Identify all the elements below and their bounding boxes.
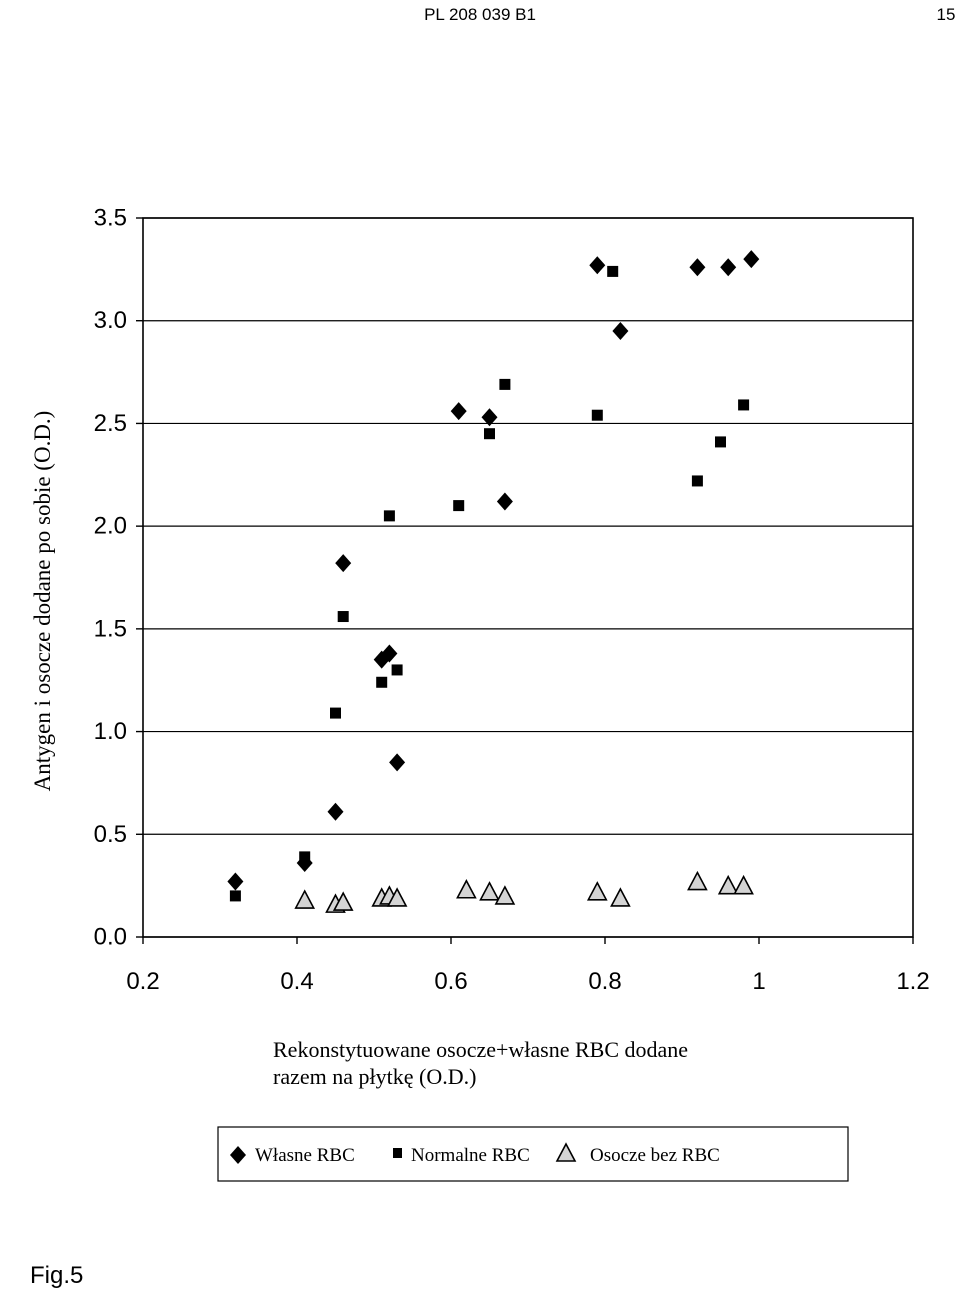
data-point-triangle <box>457 881 475 898</box>
y-tick-label: 0.5 <box>93 820 127 848</box>
legend-square-marker <box>393 1148 402 1158</box>
legend-triangle-marker <box>557 1144 575 1161</box>
data-point-square <box>230 890 241 901</box>
data-point-square <box>392 664 403 675</box>
document-header: PL 208 039 B1 <box>424 5 536 24</box>
data-points <box>227 250 759 912</box>
data-point-square <box>338 611 349 622</box>
data-point-diamond <box>612 322 628 340</box>
data-point-triangle <box>688 873 706 890</box>
x-axis-label-line-1: Rekonstytuowane osocze+własne RBC dodane <box>273 1037 689 1062</box>
series-2-square-points <box>230 266 749 902</box>
data-point-diamond <box>497 492 513 510</box>
data-point-triangle <box>588 883 606 900</box>
y-axis-label: Antygen i osocze dodane po sobie (O.D.) <box>30 410 55 792</box>
y-tick-label: 0.0 <box>93 923 127 951</box>
data-point-square <box>384 510 395 521</box>
x-tick-label: 0.4 <box>280 968 314 995</box>
data-point-diamond <box>389 753 405 771</box>
data-point-square <box>738 399 749 410</box>
y-tick-label: 2.0 <box>93 512 127 540</box>
legend-diamond-marker <box>230 1146 246 1164</box>
axis-ticks <box>94 205 930 996</box>
data-point-diamond <box>720 258 736 276</box>
x-tick-label: 0.6 <box>434 968 468 995</box>
legend-label-wlasne-rbc: Własne RBC <box>255 1145 355 1166</box>
data-point-diamond <box>451 402 467 420</box>
plot-area-border <box>143 218 913 937</box>
data-point-square <box>607 266 618 277</box>
y-tick-label: 1.5 <box>93 615 127 643</box>
data-point-diamond <box>335 554 351 572</box>
data-point-square <box>499 379 510 390</box>
legend <box>218 1127 848 1181</box>
grid-layer <box>143 218 913 937</box>
x-tick-label: 1 <box>752 968 766 995</box>
data-point-triangle <box>296 891 314 908</box>
data-point-triangle <box>735 877 753 894</box>
data-point-triangle <box>496 887 514 904</box>
data-point-square <box>715 436 726 447</box>
x-axis-label-line-2: razem na płytkę (O.D.) <box>273 1064 477 1089</box>
y-tick-label: 3.0 <box>93 307 127 335</box>
y-tick-label: 3.5 <box>93 204 127 232</box>
data-point-square <box>453 500 464 511</box>
data-point-diamond <box>227 873 243 891</box>
x-tick-label: 1.2 <box>896 968 930 995</box>
y-tick-label: 2.5 <box>93 409 127 437</box>
series-3-triangle-points <box>296 873 753 913</box>
data-point-diamond <box>743 250 759 268</box>
data-point-triangle <box>481 883 499 900</box>
data-point-diamond <box>328 803 344 821</box>
data-point-triangle <box>719 877 737 894</box>
legend-label-normalne-rbc: Normalne RBC <box>411 1145 530 1166</box>
page-number: 15 <box>936 5 956 24</box>
data-point-triangle <box>611 889 629 906</box>
data-point-diamond <box>689 258 705 276</box>
data-point-square <box>692 475 703 486</box>
y-tick-label: 1.0 <box>93 718 127 746</box>
x-tick-label: 0.2 <box>126 968 160 995</box>
data-point-square <box>484 428 495 439</box>
x-tick-label: 0.8 <box>588 968 622 995</box>
data-point-square <box>376 677 387 688</box>
data-point-square <box>330 708 341 719</box>
series-1-diamond-points <box>227 250 759 890</box>
data-point-square <box>592 410 603 421</box>
figure-label: Fig.5 <box>30 1262 84 1289</box>
data-point-square <box>299 851 310 862</box>
legend-label-osocze-bez-rbc: Osocze bez RBC <box>590 1145 720 1166</box>
data-point-diamond <box>589 256 605 274</box>
